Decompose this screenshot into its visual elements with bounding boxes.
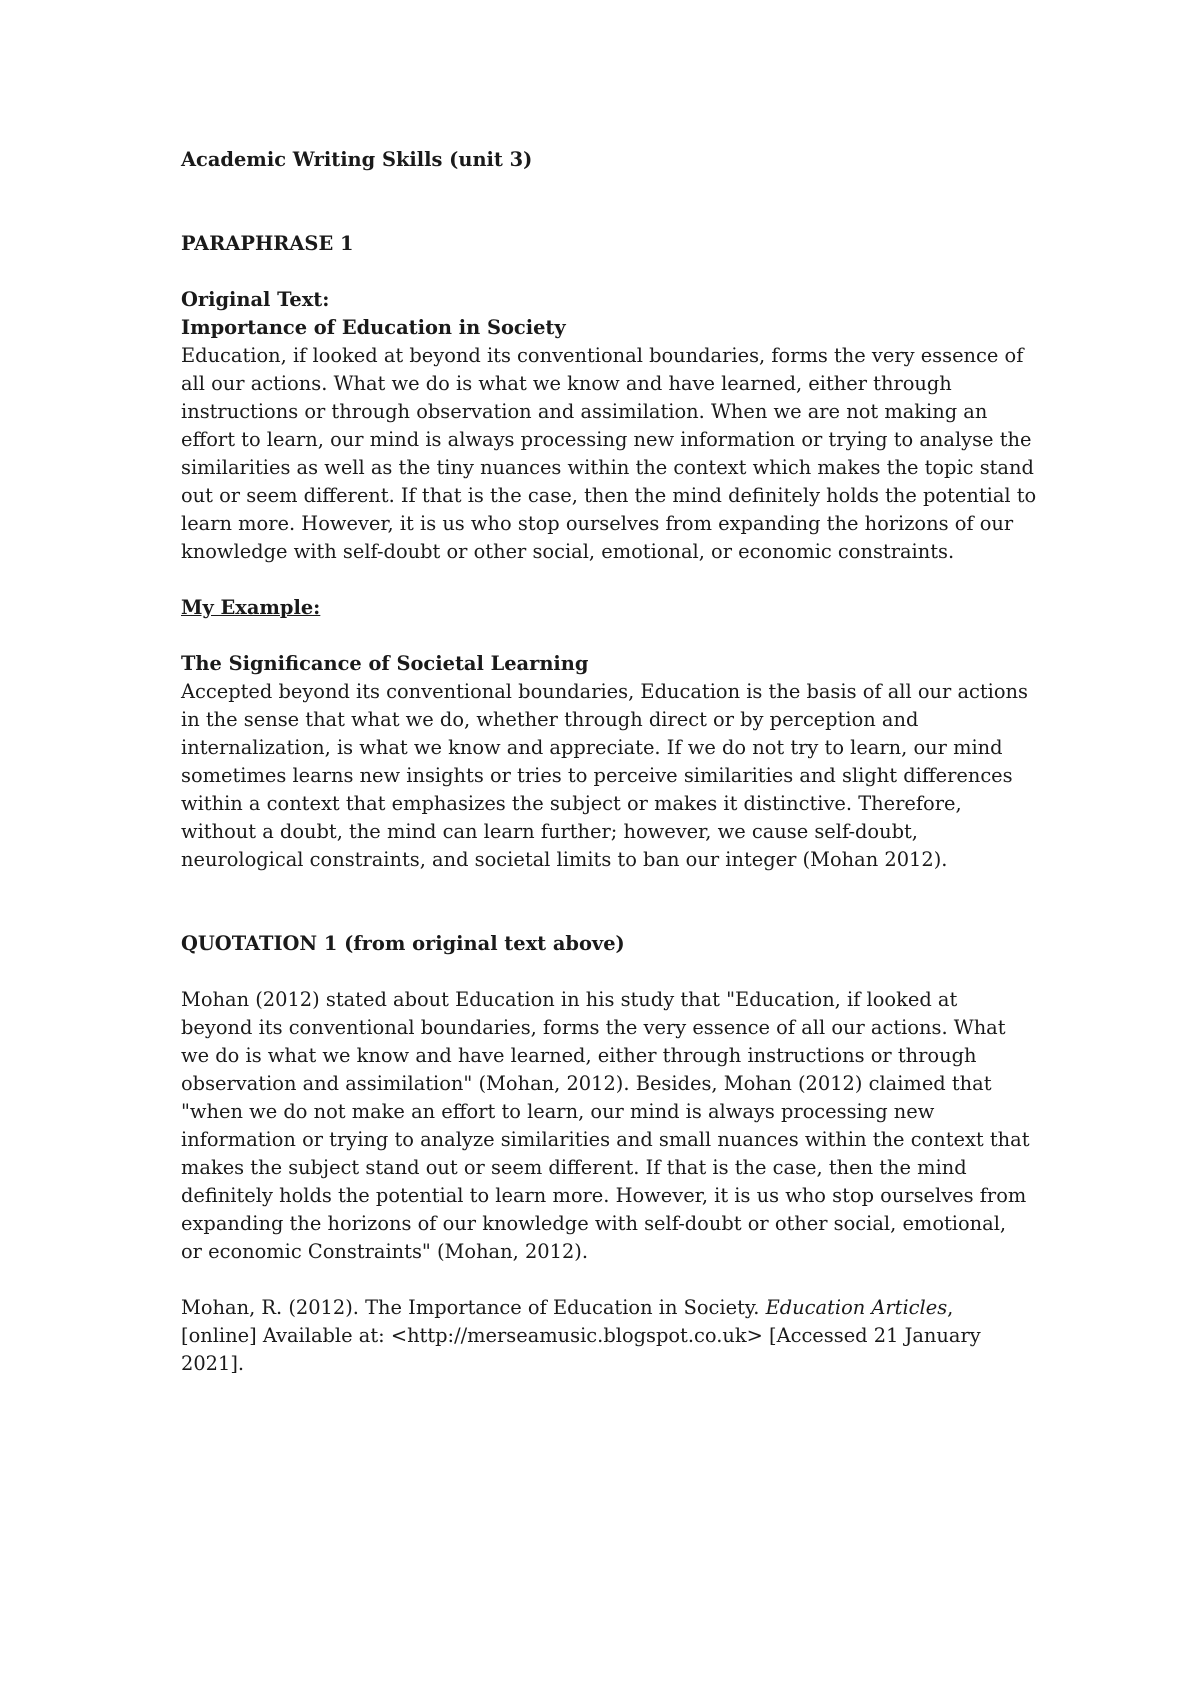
spacer [181,622,1061,650]
original-text-label: Original Text: [181,288,330,311]
paragraph-line: information or trying to analyze similarities and small nuances within the context that [181,1128,1030,1151]
paragraph-line: in the sense that what we do, whether through direct or by perception and [181,708,919,731]
paragraph-line: "when we do not make an effort to learn, our mind is always processing new [181,1100,935,1123]
quotation-heading: QUOTATION 1 (from original text above) [181,932,625,955]
original-text-title: Importance of Education in Society [181,316,566,339]
paragraph-line: neurological constraints, and societal limits to ban our integer (Mohan 2012). [181,848,948,871]
reference-comma: , [947,1296,954,1319]
spacer [181,958,1061,986]
paragraph-line: beyond its conventional boundaries, forms the very essence of all our actions. What [181,1016,1006,1039]
paragraph-line: similarities as well as the tiny nuances within the context which makes the topic stand [181,456,1034,479]
my-example-label: My Example: [181,596,321,619]
reference-entry [181,1294,1061,1378]
paragraph-line: effort to learn, our mind is always processing new information or trying to analyse the [181,428,1032,451]
spacer [181,258,1061,286]
paragraph-line: Mohan (2012) stated about Education in his study that "Education, if looked at [181,988,958,1011]
paragraph-line: without a doubt, the mind can learn further; however, we cause self-doubt, [181,820,918,843]
paragraph-line: we do is what we know and have learned, either through instructions or through [181,1044,977,1067]
paragraph-line: within a context that emphasizes the subject or makes it distinctive. Therefore, [181,792,962,815]
paraphrase-heading: PARAPHRASE 1 [181,232,354,255]
paragraph-line: Accepted beyond its conventional boundaries, Education is the basis of all our actions [181,680,1028,703]
reference-line-3: 2021]. [181,1352,245,1375]
spacer [181,566,1061,594]
original-text-paragraph [181,342,1061,566]
paragraph-line: knowledge with self-doubt or other social, emotional, or economic constraints. [181,540,955,563]
spacer [181,874,1061,902]
paragraph-line: makes the subject stand out or seem different. If that is the case, then the mind [181,1156,967,1179]
spacer [181,174,1061,202]
paragraph-line: observation and assimilation" (Mohan, 2012). Besides, Mohan (2012) claimed that [181,1072,992,1095]
paragraph-line: instructions or through observation and assimilation. When we are not making an [181,400,988,423]
spacer [181,1266,1061,1294]
reference-line-1 [181,1294,1061,1322]
spacer [181,902,1061,930]
paragraph-line: learn more. However, it is us who stop ourselves from expanding the horizons of our [181,512,1014,535]
paragraph-line: internalization, is what we know and appreciate. If we do not try to learn, our mind [181,736,1003,759]
spacer [181,202,1061,230]
paragraph-line: or economic Constraints" (Mohan, 2012). [181,1240,589,1263]
reference-journal: Education Articles [765,1296,948,1319]
example-paragraph [181,678,1061,874]
example-title: The Significance of Societal Learning [181,652,589,675]
paragraph-line: sometimes learns new insights or tries to perceive similarities and slight differences [181,764,1013,787]
document-page [181,146,1061,1378]
quotation-paragraph [181,986,1061,1266]
paragraph-line: expanding the horizons of our knowledge with self-doubt or other social, emotional, [181,1212,1007,1235]
document-title: Academic Writing Skills (unit 3) [181,148,533,171]
paragraph-line: definitely holds the potential to learn more. However, it is us who stop ourselves from [181,1184,1027,1207]
paragraph-line: Education, if looked at beyond its conventional boundaries, forms the very essence of [181,344,1024,367]
reference-author-title: Mohan, R. (2012). The Importance of Education in Society. [181,1296,766,1319]
paragraph-line: all our actions. What we do is what we know and have learned, either through [181,372,952,395]
paragraph-line: out or seem different. If that is the case, then the mind definitely holds the potential to [181,484,1037,507]
reference-line-2: [online] Available at: <http://merseamusic.blogspot.co.uk> [Accessed 21 January [181,1324,981,1347]
